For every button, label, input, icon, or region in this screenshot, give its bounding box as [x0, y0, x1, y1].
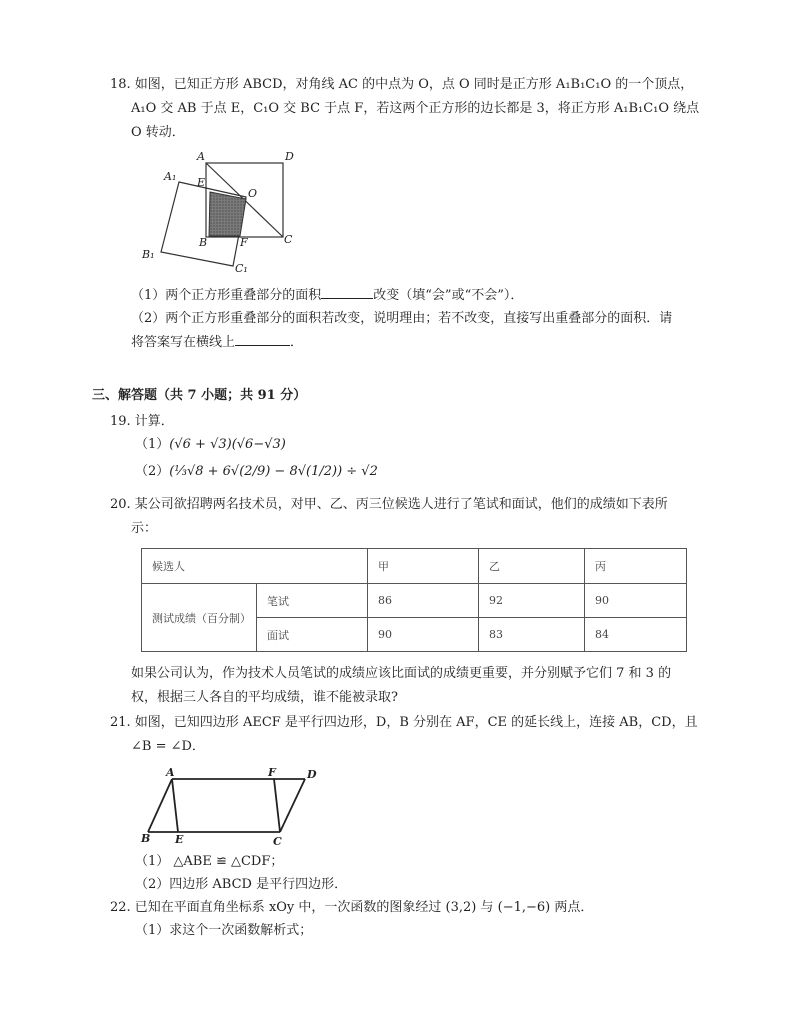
q18-part1-text-b: 改变（填“会”或“不会”）． [373, 288, 524, 303]
label-O: O [248, 187, 258, 200]
q18-part2-end: ． [290, 335, 304, 350]
label-C: C [284, 233, 293, 246]
q22-part1: （1）求这个一次函数解析式； [135, 923, 313, 938]
label-A: A [197, 150, 205, 163]
q20-after1: 如果公司认为，作为技术人员笔试的成绩应该比面试的成绩更重要，并分别赋予它们 7 和 3 的 [131, 666, 672, 681]
q19-title: 19. 计算． [110, 414, 174, 429]
q18-part2-line2 [131, 333, 303, 352]
header-candidate: 候选人 [142, 549, 368, 584]
label-A: A [166, 766, 175, 779]
label-A1: A₁ [164, 170, 177, 183]
q18-line2: A₁O 交 AB 于点 E，C₁O 交 BC 于点 F，若这两个正方形的边长都是 3，将正方形 A₁B₁C₁O 绕点 [131, 101, 700, 116]
label-D: D [307, 768, 317, 781]
q18-line1: 18. 如图，已知正方形 ABCD，对角线 AC 的中点为 O，点 O 同时是正方形 A₁B₁C₁O 的一个顶点， [110, 77, 694, 92]
interview-jia: 90 [368, 618, 479, 652]
written-yi: 92 [479, 584, 585, 618]
label-C1: C₁ [235, 262, 248, 275]
q18-part2-text: 将答案写在横线上 [131, 335, 236, 350]
label-C: C [273, 835, 282, 848]
q19-part2-label: （2） [135, 464, 170, 479]
q19-part2 [135, 463, 378, 481]
section3-title: 三、解答题（共 7 小题；共 91 分） [92, 388, 307, 403]
overlap-region [209, 192, 246, 236]
q20-line2: 示： [131, 521, 158, 536]
q18-figure [134, 144, 314, 279]
row-written-label: 笔试 [257, 584, 368, 618]
q21-part1: （1） △ABE ≌ △CDF； [135, 854, 284, 869]
label-B: B [141, 832, 151, 845]
interview-yi: 83 [479, 618, 585, 652]
label-F: F [268, 766, 276, 779]
q19-part1-label: （1） [135, 437, 170, 452]
label-B: B [199, 236, 208, 249]
q18-part2-blank[interactable] [235, 333, 290, 346]
q21-figure [138, 762, 328, 848]
header-bing: 丙 [585, 549, 687, 584]
q21-line1: 21. 如图，已知四边形 AECF 是平行四边形，D，B 分别在 AF，CE 的延长线上，连接 AB，CD，且 [110, 715, 698, 730]
written-jia: 86 [368, 584, 479, 618]
label-E: E [197, 176, 206, 189]
label-F: F [240, 236, 248, 249]
q19-part1-expr: (√6 + √3)(√6−√3) [169, 437, 286, 452]
interview-bing: 84 [585, 618, 687, 652]
q18-part1-blank[interactable] [321, 286, 373, 299]
row-interview-label: 面试 [257, 618, 368, 652]
q18-part2-line1: （2）两个正方形重叠部分的面积若改变，说明理由；若不改变，直接写出重叠部分的面积．请 [131, 311, 673, 326]
written-bing: 90 [585, 584, 687, 618]
q18-line3: O 转动． [131, 125, 185, 140]
q22-line1: 22. 已知在平面直角坐标系 xOy 中，一次函数的图象经过 (3,2) 与 (−1,−6) 两点． [110, 900, 594, 915]
group-label: 测试成绩（百分制） [142, 584, 257, 652]
q19-part1 [135, 436, 286, 454]
q21-part2: （2）四边形 ABCD 是平行四边形． [135, 877, 348, 892]
score-table [141, 548, 687, 652]
label-D: D [285, 150, 294, 163]
q19-part2-expr: (⅓√8 + 6√(2/9) − 8√(1/2)) ÷ √2 [169, 464, 378, 479]
header-yi: 乙 [479, 549, 585, 584]
q18-part1-text-a: （1）两个正方形重叠部分的面积 [131, 288, 322, 303]
label-B1: B₁ [142, 248, 155, 261]
q20-after2: 权，根据三人各自的平均成绩，谁不能被录取? [131, 690, 398, 705]
label-E: E [175, 833, 184, 846]
header-jia: 甲 [368, 549, 479, 584]
q18-part1 [131, 286, 523, 305]
q20-line1: 20. 某公司欲招聘两名技术员，对甲、乙、丙三位候选人进行了笔试和面试，他们的成绩如下表所 [110, 497, 668, 512]
q21-line2: ∠B = ∠D． [131, 739, 205, 754]
